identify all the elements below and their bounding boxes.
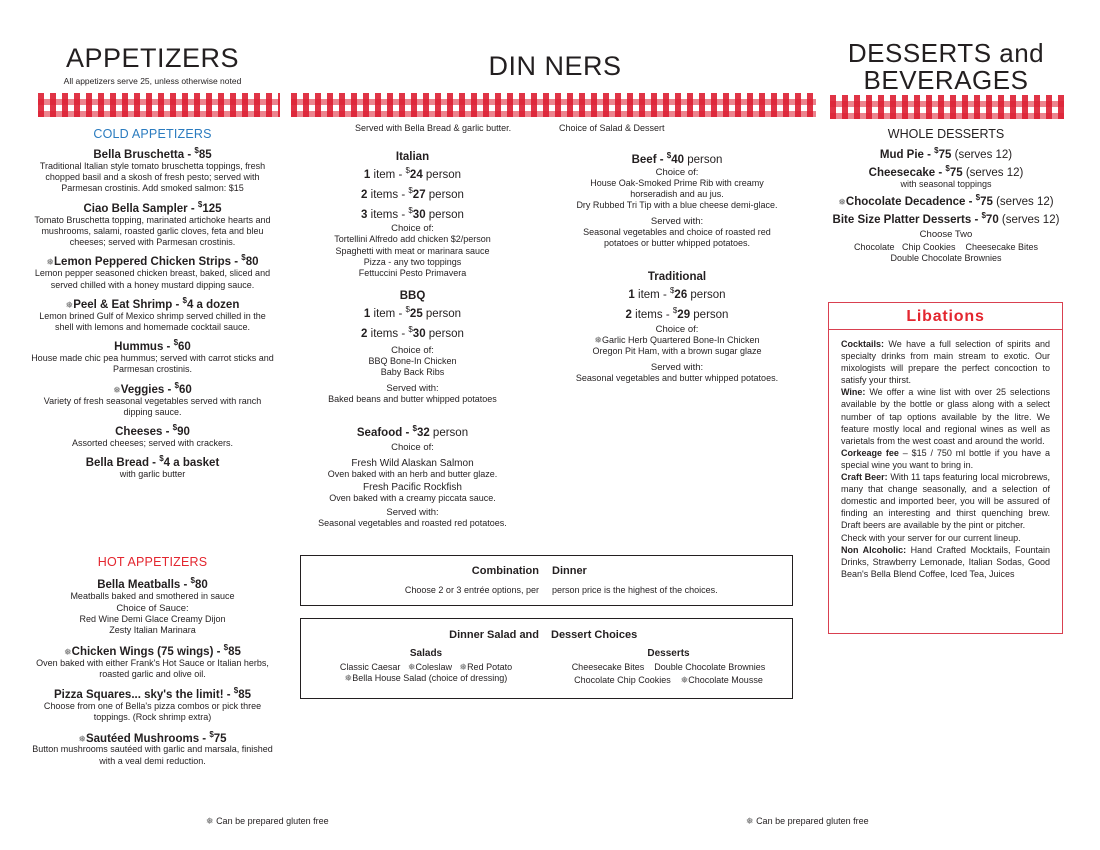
item-heading <box>30 200 275 215</box>
menu-item <box>30 296 275 333</box>
libations-label: Craft Beer: <box>841 472 888 483</box>
item-price: 4 a dozen <box>186 298 240 311</box>
libations-divider <box>829 329 1062 330</box>
dessert-name: Bite Size Platter Desserts - <box>832 213 982 226</box>
dollar-sign: $ <box>408 205 413 215</box>
price-line <box>290 183 535 203</box>
price-line <box>290 302 535 322</box>
option-line <box>552 238 802 249</box>
dessert-item <box>828 211 1064 226</box>
seafood-option-2: Fresh Pacific Rockfish <box>363 482 462 494</box>
option-line <box>552 227 802 238</box>
option-text: Pizza - any two toppings <box>363 257 462 268</box>
item-count: 3 <box>361 208 368 221</box>
seafood-price: 32 <box>416 426 430 439</box>
gluten-free-footnote-right <box>746 816 869 827</box>
option-text: Garlic Herb Quartered Bone-In Chicken <box>601 334 760 345</box>
option-text: Fettuccini Pesto Primavera <box>358 268 467 279</box>
libations-text: Hand Crafted Mocktails, Fountain Drinks, Strawberry Lemonade, Italian Sodas, Good Bean's Bella Blend Coffee, Iced Tea, Juices <box>841 544 1050 579</box>
appetizers-subtitle: All appetizers serve 25, unless otherwise noted <box>63 76 242 86</box>
libations-text: – $15 / 750 ml bottle if you have a special wine you want to bring in. <box>841 447 1051 470</box>
dessert-name: Cheesecake - <box>868 166 946 179</box>
italian-choice-label: Choice of: <box>391 223 434 235</box>
item-price: 27 <box>412 188 426 201</box>
beef-options <box>552 178 802 212</box>
italian-prices <box>290 163 535 222</box>
beef-unit: person <box>684 153 723 166</box>
item-description: Traditional Italian style tomato bruschetta toppings, fresh chopped basil and a skosh of fresh pesto; served with Parmesan crostinis. Add smoked salmon: $15 <box>39 160 266 194</box>
gf-note-text: Can be prepared gluten free <box>216 816 329 826</box>
combination-title-left: Combination <box>471 565 539 577</box>
dollar-sign: $ <box>223 642 229 652</box>
price-unit: person <box>425 208 464 221</box>
price-unit: person <box>422 168 462 181</box>
choose-two-line-2: Double Chocolate Brownies <box>890 252 1002 263</box>
item-price: 29 <box>677 308 691 321</box>
item-description: Tomato Bruschetta topping, marinated artichoke hearts and mushrooms, salami, roasted garlic cloves, feta and bleu cheeses; served with Parmesan crostinis. <box>34 214 271 248</box>
desserts-line-1: Cheesecake Bites Double Chocolate Brownies <box>571 662 766 672</box>
snowflake-icon: ❅ <box>746 816 754 826</box>
option-text: horseradish and au jus. <box>630 189 724 200</box>
salad-red-potato: Red Potato <box>467 662 513 672</box>
snowflake-icon: ❅ <box>113 384 121 395</box>
bbq-prices <box>290 302 535 342</box>
gf-note-text: Can be prepared gluten free <box>756 816 869 826</box>
item-heading <box>30 296 275 311</box>
item-heading <box>30 643 275 658</box>
option-text: House Oak-Smoked Prime Rib with creamy <box>590 177 764 188</box>
dollar-sign: $ <box>173 338 179 348</box>
menu-item <box>30 253 275 290</box>
snowflake-icon: ❅ <box>680 675 689 686</box>
dollar-sign: $ <box>241 253 246 263</box>
libations-paragraph <box>829 338 1062 386</box>
dessert-item <box>828 193 1064 208</box>
snowflake-icon: ❅ <box>206 816 214 826</box>
dollar-sign: $ <box>934 146 939 155</box>
bbq-choice-label: Choice of: <box>391 344 434 356</box>
item-description: Oven baked with either Frank's Hot Sauce or Italian herbs, roasted garlic and olive oil. <box>36 657 269 679</box>
option-line <box>290 234 535 245</box>
item-label: items - <box>367 188 409 201</box>
beef-title: Beef - <box>631 153 667 166</box>
traditional-prices <box>552 283 802 323</box>
option-line <box>290 257 535 268</box>
libations-body <box>829 338 1062 580</box>
price-unit: person <box>690 308 729 321</box>
sauce-options-2: Zesty Italian Marinara <box>109 625 196 636</box>
item-price: 30 <box>412 327 426 340</box>
dinners-title: DIN NERS <box>488 51 622 81</box>
dollar-sign: $ <box>209 729 214 739</box>
snowflake-icon: ❅ <box>594 334 602 345</box>
bbq-options <box>290 356 535 379</box>
option-line <box>552 178 802 189</box>
item-name: Bella Bread - <box>85 457 160 470</box>
item-price: 30 <box>412 208 426 221</box>
menu-item <box>30 146 275 195</box>
beef-served-label: Served with: <box>650 215 704 227</box>
seafood-unit: person <box>429 426 469 439</box>
price-line <box>290 322 535 342</box>
seafood-choice-label: Choice of: <box>391 441 434 453</box>
item-name: Cheeses - <box>115 425 173 438</box>
seafood-option-1: Fresh Wild Alaskan Salmon <box>351 457 474 469</box>
dollar-sign: $ <box>669 286 675 295</box>
item-description: Lemon pepper seasoned chicken breast, baked, sliced and served chilled with a honey mustard dipping sauce. <box>34 268 271 290</box>
item-label: items - <box>631 308 673 321</box>
seafood-section: Seafood - $32 person Choice of: Fresh Wild Alaskan Salmon Oven baked with an herb and butter glaze. Fresh Pacific Rockfish Oven baked with a creamy piccata sauce. Served with: Seasonal vegetables and roasted red potatoes. <box>290 424 535 530</box>
appetizers-title: APPETIZERS <box>65 43 240 73</box>
desserts-title <box>818 40 1074 93</box>
item-name: Bella Bruschetta - <box>93 148 195 161</box>
option-line <box>552 346 802 357</box>
price-unit: person <box>687 288 726 301</box>
menu-item <box>30 643 275 680</box>
item-price: 90 <box>177 425 190 438</box>
seafood-served-desc: Seasonal vegetables and roasted red potatoes. <box>318 518 507 529</box>
sauce-options-1: Red Wine Demi Glace Creamy Dijon <box>79 614 226 625</box>
menu-item <box>30 454 275 480</box>
dollar-sign: $ <box>172 423 178 433</box>
salad-caesar: Classic Caesar <box>339 662 401 672</box>
desserts-block <box>546 648 791 687</box>
item-heading <box>30 253 275 268</box>
item-name: Chicken Wings (75 wings) - <box>71 645 224 658</box>
option-text: Baby Back Ribs <box>380 366 445 377</box>
libations-paragraph <box>829 532 1062 544</box>
salad-dessert-box <box>300 618 793 699</box>
combination-box <box>300 555 793 606</box>
meatballs-item: Bella Meatballs - $80 Meatballs baked and smothered in sauce Choice of Sauce: Red Wine Demi Glace Creamy Dijon Zesty Italian Marinara <box>30 576 275 637</box>
served-with-note: Served with Bella Bread & garlic butter. <box>355 123 512 133</box>
dollar-sign: $ <box>981 210 986 220</box>
dessert-serves: (serves 12) <box>992 195 1054 208</box>
libations-label: Wine: <box>841 387 866 398</box>
item-description: Meatballs baked and smothered in sauce <box>70 590 235 601</box>
item-count: 1 <box>363 168 371 181</box>
item-price: 25 <box>409 307 423 320</box>
option-line <box>290 367 535 378</box>
combination-text-right: person price is the highest of the choices. <box>552 585 718 595</box>
menu-item <box>30 423 275 449</box>
item-count: 2 <box>361 188 368 201</box>
item-price: 80 <box>245 256 259 269</box>
salads-title: Salads <box>409 648 443 659</box>
beef-choice-label: Choice of: <box>655 166 699 178</box>
combination-text-left: Choose 2 or 3 entrée options, per <box>404 585 539 595</box>
dessert-price: 75 <box>938 148 952 161</box>
libations-label: Cocktails: <box>841 339 885 349</box>
item-heading <box>30 686 275 701</box>
choose-two-label: Choose Two <box>919 228 973 240</box>
item-label: item - <box>370 168 406 181</box>
libations-paragraph <box>829 386 1062 446</box>
dessert-cookies: Chocolate Chip Cookies <box>574 675 671 686</box>
libations-paragraph <box>829 447 1062 471</box>
dollar-sign: $ <box>672 305 678 315</box>
menu-item <box>30 338 275 375</box>
dollar-sign: $ <box>233 686 239 696</box>
item-description: Assorted cheeses; served with crackers. <box>71 437 234 448</box>
traditional-choice-label: Choice of: <box>655 323 699 335</box>
snowflake-icon: ❅ <box>459 662 468 672</box>
snowflake-icon: ❅ <box>65 299 74 310</box>
snowflake-icon: ❅ <box>46 257 55 268</box>
gingham-banner <box>291 93 816 117</box>
desserts-choice-title: Desserts <box>647 648 690 659</box>
price-line <box>552 283 802 303</box>
dessert-name: Chocolate Decadence - <box>845 195 976 208</box>
libations-text: Check with your server for our current lineup. <box>841 532 1021 543</box>
item-heading <box>30 146 275 161</box>
item-name: Peel & Eat Shrimp - <box>73 298 183 311</box>
item-count: 1 <box>363 307 371 320</box>
price-unit: person <box>425 327 464 340</box>
item-price: 80 <box>194 578 208 591</box>
dollar-sign: $ <box>405 166 410 175</box>
combination-title-right: Dinner <box>552 565 587 577</box>
dessert-serves: (serves 12) <box>998 213 1060 226</box>
whole-desserts-heading: WHOLE DESSERTS <box>887 127 1005 141</box>
gluten-free-footnote-left <box>206 816 329 827</box>
choice-note: Choice of Salad & Dessert <box>559 123 665 133</box>
item-name: Hummus - <box>114 341 174 354</box>
snowflake-icon: ❅ <box>64 646 72 657</box>
salad-house: Bella House Salad (choice of dressing) <box>352 673 508 684</box>
snowflake-icon: ❅ <box>344 673 353 684</box>
item-count: 2 <box>361 327 368 340</box>
option-line <box>552 335 802 346</box>
italian-section <box>290 151 535 280</box>
item-price: 4 a basket <box>163 457 220 470</box>
libations-text: We have a full selection of spirits and specialty drinks from main stream to exotic. Our mixologists will prepare the perfect concoction to satisfy your thirst. <box>841 339 1050 386</box>
libations-text: With 11 taps featuring local microbrews, many that change seasonally, and a selection of domestic and imported beer, you will be assured of finding an interesting and thirst quenching brew. Draft beers are available by the pint or pitcher. <box>841 472 1050 531</box>
item-count: 1 <box>628 288 635 301</box>
choose-two-line-1: Chocolate Chip Cookies Cheesecake Bites <box>853 241 1039 252</box>
bbq-section <box>290 290 535 406</box>
item-description: Lemon brined Gulf of Mexico shrimp served chilled in the shell with lemons and homemade cocktail sauce. <box>39 310 266 332</box>
snowflake-icon: ❅ <box>407 662 416 672</box>
gingham-banner <box>830 95 1064 119</box>
traditional-served-desc: Seasonal vegetables and butter whipped potatoes. <box>575 373 779 384</box>
bbq-served-desc: Baked beans and butter whipped potatoes <box>328 394 497 405</box>
menu-item <box>30 200 275 249</box>
gingham-banner <box>38 93 280 117</box>
item-name: Veggies - <box>120 383 175 396</box>
traditional-served-label: Served with: <box>650 362 704 374</box>
dessert-price: 75 <box>980 195 993 208</box>
dessert-name: Mud Pie - <box>879 148 935 161</box>
whole-desserts-section <box>828 127 1064 264</box>
price-unit: person <box>425 188 464 201</box>
dollar-sign: $ <box>945 163 950 173</box>
item-name: Bella Meatballs - <box>97 578 191 591</box>
item-name: Pizza Squares... sky's the limit! - <box>53 688 234 701</box>
item-heading <box>30 423 275 438</box>
price-unit: person <box>422 307 462 320</box>
item-name: Lemon Peppered Chicken Strips - <box>54 256 242 269</box>
item-name: Ciao Bella Sampler - <box>83 202 198 215</box>
menu-item <box>30 730 275 767</box>
snowflake-icon: ❅ <box>78 733 86 744</box>
dollar-sign: $ <box>408 324 413 334</box>
dollar-sign: $ <box>194 146 199 155</box>
desserts-title-line-2: BEVERAGES <box>863 64 1029 95</box>
hot-appetizers-heading: HOT APPETIZERS <box>97 555 208 569</box>
traditional-section <box>552 271 802 385</box>
seafood-option-2-desc: Oven baked with a creamy piccata sauce. <box>329 493 496 504</box>
item-name: Sautéed Mushrooms - <box>85 732 210 745</box>
option-text: Oregon Pit Ham, with a brown sugar glaze <box>592 345 762 356</box>
cold-appetizers-heading: COLD APPETIZERS <box>93 127 212 141</box>
option-line <box>290 246 535 257</box>
dessert-serves: (serves 12) <box>951 148 1013 161</box>
price-line <box>290 203 535 223</box>
beef-section: Beef - $40 person Choice of: House Oak-Smoked Prime Rib with creamy horseradish and au jus. Dry Rubbed Tri Tip with a blue cheese demi-glace. Served with: Seasonal vegetables and choice of roasted red potatoes or butter whipped potatoes. <box>552 151 802 249</box>
item-label: items - <box>367 208 409 221</box>
item-price: 85 <box>238 688 252 701</box>
item-price: 60 <box>178 383 192 396</box>
dollar-sign: $ <box>975 192 981 202</box>
item-price: 60 <box>178 341 191 354</box>
item-price: 26 <box>674 288 688 301</box>
option-line <box>290 356 535 367</box>
dollar-sign: $ <box>174 380 179 390</box>
cold-appetizers-list <box>30 146 275 480</box>
salad-dessert-title-right: Dessert Choices <box>551 629 638 641</box>
dessert-mousse: Chocolate Mousse <box>688 675 763 686</box>
cold-appetizers-section <box>30 127 275 480</box>
libations-label: Corkeage fee <box>841 447 899 458</box>
bbq-served-label: Served with: <box>386 383 439 395</box>
option-line <box>552 200 802 211</box>
whole-desserts-list <box>828 146 1064 226</box>
salads-block <box>311 648 541 685</box>
item-price: 125 <box>202 202 222 215</box>
option-text: potatoes or butter whipped potatoes. <box>603 238 751 249</box>
option-text: Seasonal vegetables and choice of roasted red <box>583 226 771 237</box>
price-line <box>552 303 802 323</box>
option-line <box>552 189 802 200</box>
item-label: item - <box>634 288 670 301</box>
traditional-title: Traditional <box>647 271 707 283</box>
dessert-price: 70 <box>985 213 999 226</box>
seafood-title: Seafood - <box>356 426 413 439</box>
menu-item <box>30 686 275 723</box>
option-text: Spaghetti with meat or marinara sauce <box>335 245 490 256</box>
dessert-item <box>828 164 1064 179</box>
item-count: 2 <box>625 308 632 321</box>
libations-box <box>828 302 1063 634</box>
item-heading <box>30 454 275 469</box>
item-heading <box>30 381 275 396</box>
libations-paragraph <box>829 544 1062 580</box>
hot-appetizers-list <box>30 643 275 767</box>
italian-options <box>290 234 535 279</box>
menu-item <box>30 381 275 418</box>
option-text: BBQ Bone-In Chicken <box>368 355 457 366</box>
item-price: 75 <box>213 732 227 745</box>
libations-paragraph <box>829 471 1062 531</box>
dessert-item <box>828 146 1064 161</box>
seafood-option-1-desc: Oven baked with an herb and butter glaze. <box>327 468 498 479</box>
item-heading <box>30 730 275 745</box>
item-price: 85 <box>228 645 241 658</box>
item-label: items - <box>367 327 409 340</box>
dessert-price: 75 <box>949 166 963 179</box>
dollar-sign: $ <box>159 454 164 464</box>
sauce-choice-label: Choice of Sauce: <box>116 603 189 615</box>
item-description: Button mushrooms sautéed with garlic and marsala, finished with a veal demi reduction. <box>32 744 273 766</box>
libations-label: Non Alcoholic: <box>841 544 907 555</box>
option-text: Tortellini Alfredo add chicken $2/person <box>334 234 491 245</box>
item-heading <box>30 338 275 353</box>
price-line <box>290 163 535 183</box>
item-description: House made chic pea hummus; served with carrot sticks and Parmesan crostinis. <box>31 353 274 375</box>
dollar-sign: $ <box>197 199 203 209</box>
option-line <box>290 268 535 279</box>
beef-served-desc <box>552 227 802 250</box>
italian-title: Italian <box>395 151 430 163</box>
dollar-sign: $ <box>405 305 410 314</box>
item-description: with garlic butter <box>119 469 186 480</box>
hot-appetizers-section <box>30 555 275 767</box>
beef-price: 40 <box>671 153 685 166</box>
snowflake-icon: ❅ <box>838 196 846 207</box>
item-label: item - <box>370 307 406 320</box>
item-description: Choose from one of Bella's pizza combos or pick three toppings. (Rock shrimp extra) <box>43 700 262 723</box>
dollar-sign: $ <box>182 295 187 305</box>
bbq-title: BBQ <box>399 290 426 302</box>
libations-text: We offer a wine list with over 25 selections available by the bottle or glass along with a select number of tap options available by the litre. We feature mostly local and regional wines as well as varietals from the west coast and around the world. <box>841 387 1050 446</box>
dollar-sign: $ <box>408 185 413 195</box>
option-text: Dry Rubbed Tri Tip with a blue cheese demi-glace. <box>576 200 778 211</box>
item-description: Variety of fresh seasonal vegetables served with ranch dipping sauce. <box>43 395 262 417</box>
desserts-title-line-1: DESSERTS and <box>847 38 1045 68</box>
dessert-note: with seasonal toppings <box>900 178 992 189</box>
salad-dessert-title-left: Dinner Salad and <box>449 629 539 641</box>
libations-title: Libations <box>906 308 985 325</box>
salad-coleslaw: Coleslaw <box>415 662 452 672</box>
item-price: 24 <box>409 168 423 181</box>
seafood-served-label: Served with: <box>386 507 439 519</box>
item-price: 85 <box>198 148 212 161</box>
dessert-serves: (serves 12) <box>962 166 1024 179</box>
traditional-options <box>552 335 802 358</box>
